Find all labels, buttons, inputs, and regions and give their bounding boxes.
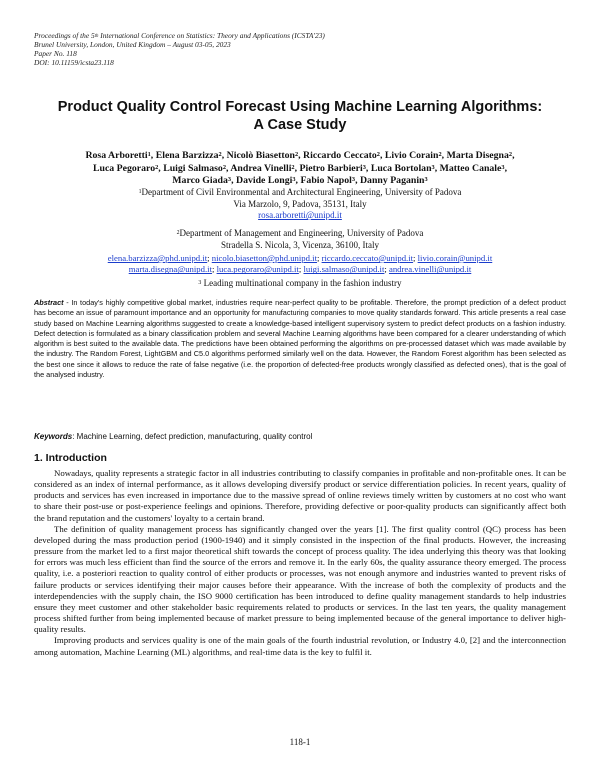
author-affiliation-marker: 3 <box>424 176 428 184</box>
author-affiliation-marker: 2 <box>376 151 380 159</box>
author-name: Marta Disegna <box>446 150 509 161</box>
author-affiliation-marker: 2 <box>291 163 295 171</box>
author-name: Elena Barzizza <box>155 150 219 161</box>
author-affiliation-marker: 2 <box>294 151 299 159</box>
conference-line: Proceedings of the 5th International Conference on Statistics: Theory and Applications (ICSTA'23) <box>34 31 325 40</box>
author-name: Davide Longi <box>236 175 293 186</box>
author-affiliation-marker: 2 <box>222 163 226 171</box>
email-link[interactable]: nicolo.biasetton@phd.unipd.it <box>211 253 317 263</box>
page-number: 118-1 <box>289 737 311 747</box>
author-name: Matteo Canale <box>439 162 502 174</box>
author-affiliation-marker: 3 <box>501 163 505 171</box>
author-affiliation-marker: 3 <box>292 176 296 184</box>
author-name: Luca Pegoraro <box>92 162 156 174</box>
author-name: Pietro Barbieri <box>299 162 363 174</box>
email-link[interactable]: elena.barzizza@phd.unipd.it <box>107 253 208 263</box>
paper-number: Paper No. 118 <box>34 49 77 58</box>
email-link[interactable]: livio.corain@unipd.it <box>417 253 493 263</box>
doi: DOI: 10.11159/icsta23.118 <box>34 58 114 67</box>
author-affiliation-marker: 2 <box>438 151 442 159</box>
author-name: Riccardo Ceccato <box>303 150 377 161</box>
venue-line: Brunel University, London, United Kingdom – August 03-05, 2023 <box>34 40 231 49</box>
abstract <box>34 298 566 380</box>
section-heading: 1. Introduction <box>34 452 107 464</box>
author-name: Livio Corain <box>384 150 439 161</box>
email-link[interactable]: riccardo.ceccato@unipd.it <box>321 253 414 263</box>
paragraph: The definition of quality management process has significantly changed over the years [1]. The first quality control (QC) process has been developed during the mass production period (1900-1940) and it simply consisted in the inspection of the final products. However, the increasing pressure from the market led to a first major theoretical shift towards the concept of process quality. The idea underlying this theory was that looking for errors was much less efficient than find the source of the errors and remove it. In the early 60s, the quality assurance theory emerged. The process quality, i.e. a posteriori reaction to quality control of either products or processes, was not enough anymore and industries wanted to prevent risks of failure products or services identifying their major causes before their appearance. With the increase of both the complexity of products and the interdependencies with the supply chain, the ISO 9000 certification has been introduced to define quality management standards to help industries ensure they meet customer and other stakeholder basic requirements related to products or services. In the last ten years, the quality management process shifted further from being implemented because of market pressure to being implemented because of the general importance to deliver high-quality results. <box>34 523 566 635</box>
author-name: Luigi Salmaso <box>163 162 223 174</box>
affiliation-3: $^3$ Leading multinational company in the fashion industry <box>198 278 402 288</box>
abstract-text: - In today's highly competitive global market, industries require near-perfect quality to be profitable. Therefore, the prompt prediction of a defect product has become an issue of paramount importance and an opportunity for manufacturing companies to move quality standards forward. This article presents a real case study based on Machine Learning algorithms suggested to create a knowledge-based intelligent supervisory system to predict defect products on a fashion industry. Defect detection is formulated as a binary classification problem and several Machine Learning algorithms have been compared for a clearer understanding of which algorithm is best suited to the available data. The predictions have been obtained performing the algorithms on pre-processed dataset which was made available by the industry. The Random Forest, LightGBM and C5.0 algorithms performed similarly well on the data. However, the Random Forest algorithm has been selected as the best one since it allows to reduce the rate of false negative (i.e. the proportion of defected-free products wrongly classified as defected ones), that is the goal of the analysed industry. <box>34 298 566 380</box>
author-affiliation-marker: 3 <box>362 163 366 171</box>
author-name: Luca Bortolan <box>370 162 432 174</box>
section-body <box>34 468 566 658</box>
author-name: Rosa Arboretti <box>85 150 148 161</box>
author-affiliation-marker: 2 <box>508 151 513 159</box>
author-affiliation-marker: 2 <box>218 151 222 159</box>
email-link[interactable]: luigi.salmaso@unipd.it <box>303 264 385 275</box>
keywords <box>34 432 566 442</box>
affiliation-1: $^1$Department of Civil Environmental and Architectural Engineering, University of Padova Via Marzolo, 9, Padova, 35131, Italy rosa.arboretti@unipd.it <box>138 187 462 221</box>
author-affiliation-marker: 1 <box>147 151 151 159</box>
paper-title: Product Quality Control Forecast Using Machine Learning Algorithms: A Case Study <box>57 99 543 133</box>
author-affiliation-marker: 3 <box>431 163 435 171</box>
keywords-text: : Machine Learning, defect prediction, manufacturing, quality control <box>72 432 313 441</box>
author-list: Rosa Arboretti$^1$, Elena Barzizza$^2$, Nicolò Biasetton$^2$, Riccardo Ceccato$^2$, Livio Corain$^2$, Marta Disegna$^2$, Luca Pegoraro$^2$, Luigi Salmaso$^2$, Andrea Vinelli$^2$, Pietro Barbieri$^3$, Luca Bortolan$^3$, Matteo Canale$^3$, Marco Giada$^3$, Davide Longi$^3$, Fabio Napol$^3$, Danny Paganin$^3$ <box>85 150 515 186</box>
author-name: Danny Paganin <box>359 175 425 186</box>
author-name: Andrea Vinelli <box>230 162 292 174</box>
email-link[interactable]: marta.disegna@unipd.it <box>128 264 212 275</box>
author-name: Fabio Napol <box>300 175 352 186</box>
email-link[interactable]: andrea.vinelli@unipd.it <box>388 264 472 275</box>
paragraph: Improving products and services quality is one of the main goals of the fourth industrial revolution, or Industry 4.0, [2] and the interconnection among automation, Machine Learning (ML) algorithms, and real-time data is the key to fulfil it. <box>34 635 566 657</box>
abstract-label: Abstract <box>34 298 64 307</box>
author-name: Nicolò Biasetton <box>226 150 295 161</box>
coauthor-emails: elena.barzizza@phd.unipd.it; nicolo.biasetton@phd.unipd.it; riccardo.ceccato@unipd.it; livio.corain@unipd.it marta.disegna@unipd.it; luca.pegoraro@unipd.it; luigi.salmaso@unipd.it; andrea.vinelli@unipd.it <box>107 253 493 275</box>
author-affiliation-marker: 3 <box>351 176 356 184</box>
email-link[interactable]: rosa.arboretti@unipd.it <box>258 210 342 221</box>
paragraph: Nowadays, quality represents a strategic factor in all industries contributing to classify companies in profitable and non-profitable ones. It can be considered as an index of internal performance, as it allows developing diversify product or service differentiation policies. In recent years, quality of products and services has even increased in importance due to the massive spread of online reviews timely written by customers at no cost who want to share their post-use or post-experience feelings and opinions. Therefore, providing defective or poor-quality products can significantly affect both the brand reputation and the customers' loyalty to a certain brand. <box>34 468 566 523</box>
email-link[interactable]: luca.pegoraro@unipd.it <box>216 264 299 275</box>
author-affiliation-marker: 3 <box>227 176 232 184</box>
affiliation-2: $^2$Department of Management and Engineering, University of Padova Stradella S. Nicola, 3, Vicenza, 36100, Italy <box>176 228 424 250</box>
author-name: Marco Giada <box>172 175 228 186</box>
keywords-label: Keywords <box>34 432 73 441</box>
proceedings-header <box>34 31 534 67</box>
author-affiliation-marker: 2 <box>155 163 159 171</box>
